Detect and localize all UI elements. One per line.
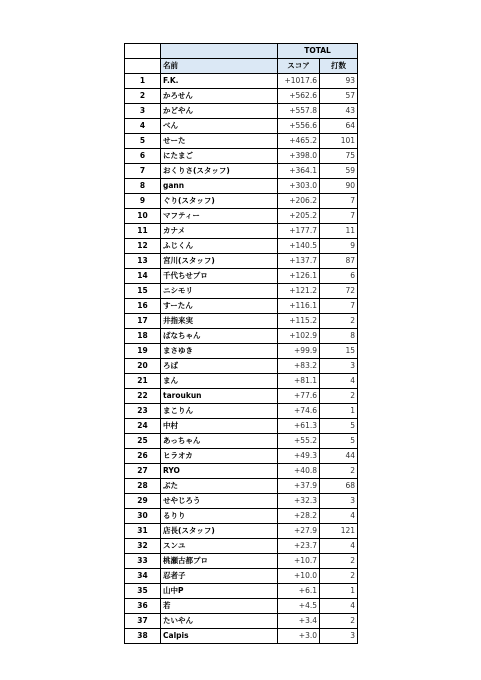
rank-cell: 24 (125, 419, 161, 434)
player-name: 忍者子 (161, 569, 278, 584)
player-name: かどやん (161, 104, 278, 119)
header-rank-column (125, 59, 161, 74)
player-name: あっちゃん (161, 434, 278, 449)
hit-count: 5 (320, 434, 358, 449)
score-value: +10.0 (278, 569, 320, 584)
table-row (125, 434, 358, 449)
hit-count: 7 (320, 209, 358, 224)
rank-cell: 25 (125, 434, 161, 449)
score-value: +1017.6 (278, 74, 320, 89)
rank-cell: 34 (125, 569, 161, 584)
header-row-columns (125, 59, 358, 74)
table-row (125, 104, 358, 119)
player-name: べん (161, 119, 278, 134)
hit-count: 75 (320, 149, 358, 164)
hit-count: 5 (320, 419, 358, 434)
score-value: +206.2 (278, 194, 320, 209)
header-row-total (125, 44, 358, 59)
score-value: +61.3 (278, 419, 320, 434)
player-name: ふじくん (161, 239, 278, 254)
table-row (125, 509, 358, 524)
score-value: +74.6 (278, 404, 320, 419)
table-row (125, 74, 358, 89)
score-column-header: スコア (278, 59, 320, 74)
score-value: +83.2 (278, 359, 320, 374)
player-name: 井指来実 (161, 314, 278, 329)
table-row (125, 554, 358, 569)
score-value: +177.7 (278, 224, 320, 239)
rank-cell: 20 (125, 359, 161, 374)
hit-count: 43 (320, 104, 358, 119)
rank-cell: 36 (125, 599, 161, 614)
rank-cell: 37 (125, 614, 161, 629)
player-name: にたまご (161, 149, 278, 164)
hit-count: 11 (320, 224, 358, 239)
player-name: たいやん (161, 614, 278, 629)
score-value: +121.2 (278, 284, 320, 299)
score-value: +303.0 (278, 179, 320, 194)
rank-cell: 26 (125, 449, 161, 464)
score-value: +4.5 (278, 599, 320, 614)
rank-cell: 18 (125, 329, 161, 344)
rank-cell: 3 (125, 104, 161, 119)
score-value: +55.2 (278, 434, 320, 449)
score-value: +556.6 (278, 119, 320, 134)
hit-count: 2 (320, 614, 358, 629)
table-row (125, 389, 358, 404)
score-value: +364.1 (278, 164, 320, 179)
rank-cell: 29 (125, 494, 161, 509)
table-row (125, 374, 358, 389)
score-value: +557.8 (278, 104, 320, 119)
player-name: まさゆき (161, 344, 278, 359)
rank-cell: 22 (125, 389, 161, 404)
player-name: 店長(スタッフ) (161, 524, 278, 539)
player-name: 桃瀬古都プロ (161, 554, 278, 569)
table-row (125, 464, 358, 479)
score-value: +102.9 (278, 329, 320, 344)
table-row (125, 224, 358, 239)
score-value: +115.2 (278, 314, 320, 329)
rank-cell: 13 (125, 254, 161, 269)
score-value: +27.9 (278, 524, 320, 539)
score-value: +562.6 (278, 89, 320, 104)
table-row (125, 89, 358, 104)
table-row (125, 209, 358, 224)
header-name-blank (161, 44, 278, 59)
hit-count: 57 (320, 89, 358, 104)
table-row (125, 194, 358, 209)
score-value: +465.2 (278, 134, 320, 149)
score-value: +28.2 (278, 509, 320, 524)
player-name: ぐり(スタッフ) (161, 194, 278, 209)
player-name: F.K. (161, 74, 278, 89)
count-column-header: 打数 (320, 59, 358, 74)
player-name: RYO (161, 464, 278, 479)
player-name: ろば (161, 359, 278, 374)
player-name: カナメ (161, 224, 278, 239)
score-value: +126.1 (278, 269, 320, 284)
hit-count: 7 (320, 299, 358, 314)
rank-cell: 15 (125, 284, 161, 299)
rank-cell: 32 (125, 539, 161, 554)
rank-cell: 10 (125, 209, 161, 224)
rank-cell: 17 (125, 314, 161, 329)
table-row (125, 539, 358, 554)
table-row (125, 284, 358, 299)
score-value: +116.1 (278, 299, 320, 314)
score-value: +77.6 (278, 389, 320, 404)
score-value: +81.1 (278, 374, 320, 389)
score-value: +37.9 (278, 479, 320, 494)
table-row (125, 449, 358, 464)
table-row (125, 164, 358, 179)
hit-count: 8 (320, 329, 358, 344)
rank-cell: 14 (125, 269, 161, 284)
player-name: Calpis (161, 629, 278, 644)
player-name: gann (161, 179, 278, 194)
player-name: おくりさ(スタッフ) (161, 164, 278, 179)
total-header: TOTAL (278, 44, 358, 59)
hit-count: 59 (320, 164, 358, 179)
hit-count: 7 (320, 194, 358, 209)
hit-count: 2 (320, 464, 358, 479)
header-rank-blank (125, 44, 161, 59)
player-name: ぶた (161, 479, 278, 494)
table-row (125, 419, 358, 434)
table-row (125, 344, 358, 359)
table-row (125, 584, 358, 599)
player-name: すーたん (161, 299, 278, 314)
score-value: +205.2 (278, 209, 320, 224)
hit-count: 64 (320, 119, 358, 134)
hit-count: 3 (320, 629, 358, 644)
table-row (125, 359, 358, 374)
rank-cell: 5 (125, 134, 161, 149)
rank-cell: 2 (125, 89, 161, 104)
score-value: +40.8 (278, 464, 320, 479)
hit-count: 44 (320, 449, 358, 464)
player-name: 若 (161, 599, 278, 614)
score-value: +6.1 (278, 584, 320, 599)
hit-count: 72 (320, 284, 358, 299)
rank-cell: 28 (125, 479, 161, 494)
score-value: +137.7 (278, 254, 320, 269)
score-value: +23.7 (278, 539, 320, 554)
name-column-header: 名前 (161, 59, 278, 74)
rank-cell: 38 (125, 629, 161, 644)
table-row (125, 569, 358, 584)
score-value: +10.7 (278, 554, 320, 569)
hit-count: 2 (320, 389, 358, 404)
hit-count: 2 (320, 314, 358, 329)
player-name: まこりん (161, 404, 278, 419)
hit-count: 6 (320, 269, 358, 284)
rank-cell: 33 (125, 554, 161, 569)
score-value: +49.3 (278, 449, 320, 464)
table-row (125, 524, 358, 539)
player-name: かろせん (161, 89, 278, 104)
table-row (125, 299, 358, 314)
rank-cell: 7 (125, 164, 161, 179)
ranking-table (124, 43, 358, 644)
hit-count: 4 (320, 599, 358, 614)
table-row (125, 239, 358, 254)
hit-count: 90 (320, 179, 358, 194)
table-row (125, 269, 358, 284)
hit-count: 4 (320, 539, 358, 554)
hit-count: 2 (320, 554, 358, 569)
rank-cell: 1 (125, 74, 161, 89)
table-row (125, 254, 358, 269)
player-name: スンユ (161, 539, 278, 554)
rank-cell: 31 (125, 524, 161, 539)
table-row (125, 479, 358, 494)
player-name: マフティー (161, 209, 278, 224)
player-name: るりり (161, 509, 278, 524)
hit-count: 4 (320, 509, 358, 524)
rank-cell: 21 (125, 374, 161, 389)
hit-count: 87 (320, 254, 358, 269)
rank-cell: 23 (125, 404, 161, 419)
player-name: ヒラオカ (161, 449, 278, 464)
hit-count: 1 (320, 404, 358, 419)
rank-cell: 27 (125, 464, 161, 479)
hit-count: 3 (320, 359, 358, 374)
table-row (125, 629, 358, 644)
rank-cell: 12 (125, 239, 161, 254)
player-name: せやじろう (161, 494, 278, 509)
player-name: せーた (161, 134, 278, 149)
player-name: 中村 (161, 419, 278, 434)
ranking-table-body (125, 44, 358, 644)
hit-count: 93 (320, 74, 358, 89)
player-name: taroukun (161, 389, 278, 404)
table-row (125, 329, 358, 344)
score-value: +32.3 (278, 494, 320, 509)
hit-count: 4 (320, 374, 358, 389)
rank-cell: 4 (125, 119, 161, 134)
score-value: +398.0 (278, 149, 320, 164)
table-row (125, 314, 358, 329)
rank-cell: 6 (125, 149, 161, 164)
table-row (125, 134, 358, 149)
table-row (125, 149, 358, 164)
hit-count: 3 (320, 494, 358, 509)
hit-count: 9 (320, 239, 358, 254)
table-row (125, 404, 358, 419)
rank-cell: 19 (125, 344, 161, 359)
rank-cell: 16 (125, 299, 161, 314)
table-row (125, 119, 358, 134)
player-name: まん (161, 374, 278, 389)
hit-count: 101 (320, 134, 358, 149)
score-value: +140.5 (278, 239, 320, 254)
player-name: 宮川(スタッフ) (161, 254, 278, 269)
table-row (125, 494, 358, 509)
player-name: ぱなちゃん (161, 329, 278, 344)
rank-cell: 9 (125, 194, 161, 209)
hit-count: 121 (320, 524, 358, 539)
table-row (125, 179, 358, 194)
player-name: 千代ちせプロ (161, 269, 278, 284)
rank-cell: 11 (125, 224, 161, 239)
table-row (125, 599, 358, 614)
rank-cell: 30 (125, 509, 161, 524)
table-row (125, 614, 358, 629)
score-value: +3.0 (278, 629, 320, 644)
score-value: +99.9 (278, 344, 320, 359)
rank-cell: 35 (125, 584, 161, 599)
player-name: ニシモリ (161, 284, 278, 299)
hit-count: 68 (320, 479, 358, 494)
rank-cell: 8 (125, 179, 161, 194)
hit-count: 2 (320, 569, 358, 584)
hit-count: 15 (320, 344, 358, 359)
player-name: 山中P (161, 584, 278, 599)
hit-count: 1 (320, 584, 358, 599)
score-value: +3.4 (278, 614, 320, 629)
